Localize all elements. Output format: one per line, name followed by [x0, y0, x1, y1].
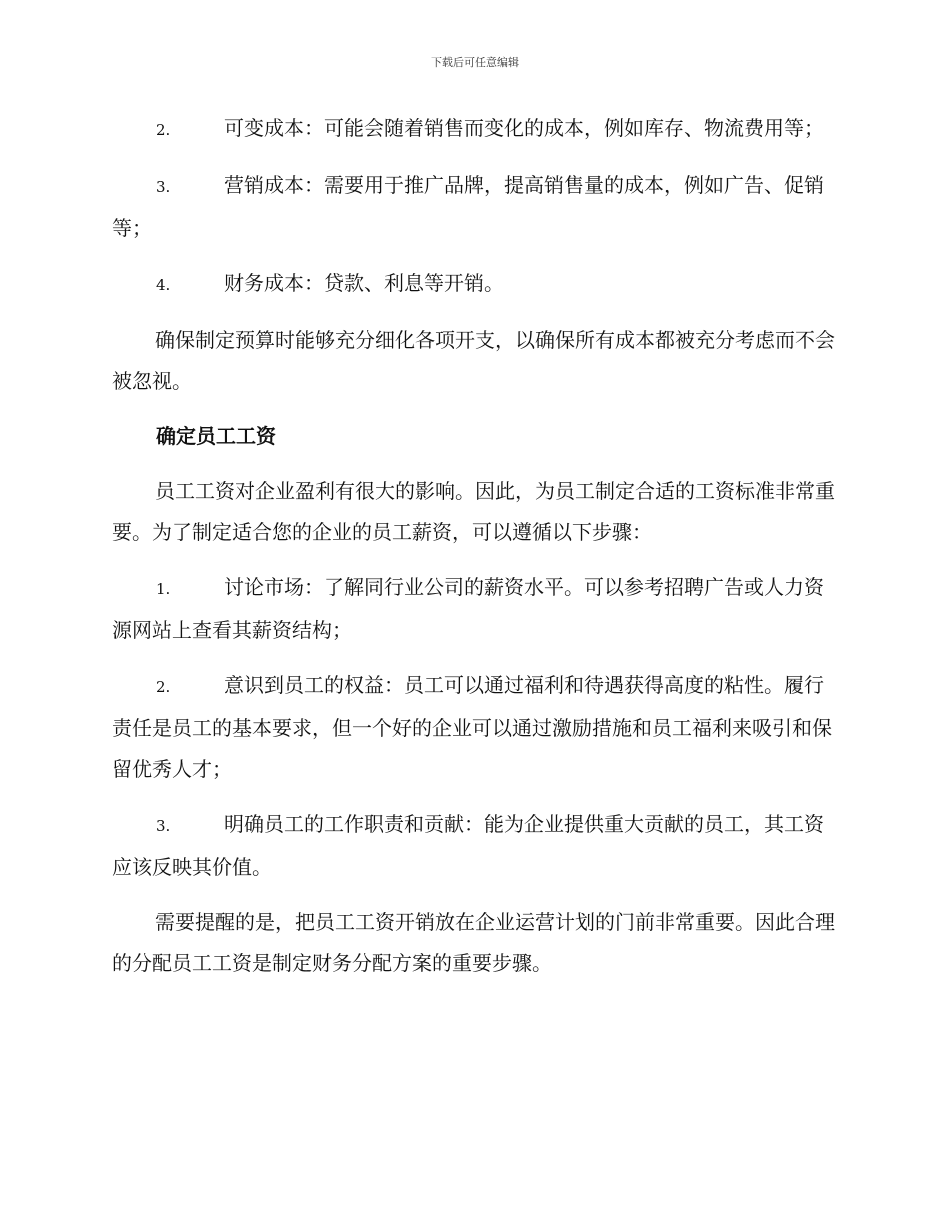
section-heading: 确定员工工资	[156, 424, 276, 448]
document-body	[112, 108, 836, 998]
page-header: 下载后可任意编辑	[431, 56, 519, 69]
list-text: 明确员工的工作职责和贡献：能为企业提供重大贡献的员工，其工资应该反映其价值。	[112, 812, 824, 879]
paragraph-salary-intro: 员工工资对企业盈利有很大的影响。因此，为员工制定合适的工资标准非常重要。为了制定适合您的企业的员工薪资，可以遵循以下步骤：	[112, 479, 835, 544]
list-number: 3.	[156, 178, 171, 196]
list-item	[112, 165, 836, 249]
list-number: 4.	[156, 276, 171, 294]
list-text: 意识到员工的权益：员工可以通过福利和待遇获得高度的粘性。履行责任是员工的基本要求，但一个好的企业可以通过激励措施和员工福利来吸引和保留优秀人才；	[112, 673, 832, 781]
list-number: 3.	[156, 817, 171, 835]
list-number: 1.	[156, 580, 171, 598]
paragraph-budget: 确保制定预算时能够充分细化各项开支，以确保所有成本都被充分考虑而不会被忽视。	[112, 328, 835, 393]
list-number: 2.	[156, 121, 171, 139]
list-item	[112, 665, 836, 790]
list-item	[112, 567, 836, 651]
list-item	[112, 108, 836, 151]
list-number: 2.	[156, 678, 171, 696]
list-item	[112, 263, 836, 306]
list-text: 财务成本：贷款、利息等开销。	[224, 271, 504, 295]
paragraph-conclusion: 需要提醒的是，把员工工资开销放在企业运营计划的门前非常重要。因此合理的分配员工工资是制定财务分配方案的重要步骤。	[112, 910, 835, 975]
list-item	[112, 804, 836, 888]
list-text: 讨论市场：了解同行业公司的薪资水平。可以参考招聘广告或人力资源网站上查看其薪资结构；	[112, 575, 824, 642]
list-text: 可变成本：可能会随着销售而变化的成本，例如库存、物流费用等；	[224, 116, 824, 140]
list-text: 营销成本：需要用于推广品牌，提高销售量的成本，例如广告、促销等；	[112, 173, 824, 240]
